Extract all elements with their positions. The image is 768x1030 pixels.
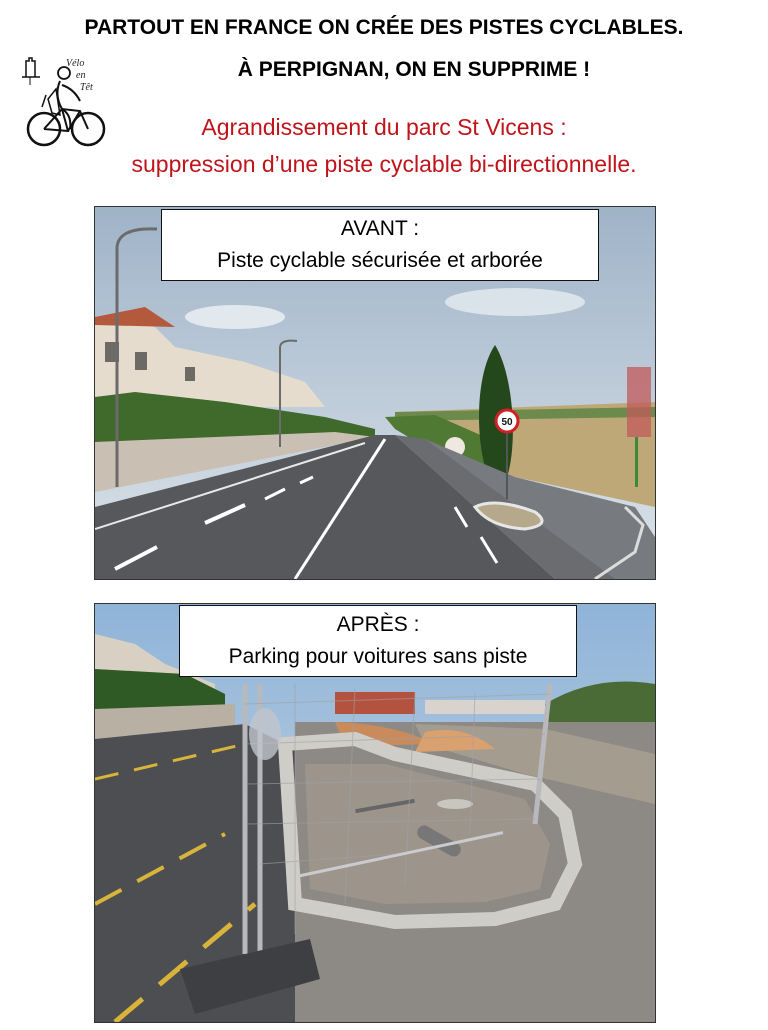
logo-word-3: Têt [80, 82, 93, 93]
before-caption [161, 209, 599, 281]
subtitle-line-2: suppression d’une piste cyclable bi-directionnelle. [131, 151, 637, 177]
after-photo [94, 603, 656, 1023]
before-photo [94, 206, 656, 580]
headline-line-1: PARTOUT EN FRANCE ON CRÉE DES PISTES CYCLABLES. [84, 16, 684, 39]
headline-line-2: À PERPIGNAN, ON EN SUPPRIME ! [237, 58, 591, 81]
after-caption [179, 605, 577, 677]
after-caption-title: APRÈS : [336, 613, 420, 636]
before-caption-text: Piste cyclable sécurisée et arborée [217, 249, 543, 272]
logo-word-1: Vélo [66, 58, 85, 69]
before-caption-title: AVANT : [340, 217, 420, 240]
after-caption-text: Parking pour voitures sans piste [228, 645, 528, 668]
logo-word-2: en [76, 70, 86, 81]
speed-limit-value: 50 [501, 417, 513, 428]
subtitle-line-1: Agrandissement du parc St Vicens : [201, 114, 567, 140]
